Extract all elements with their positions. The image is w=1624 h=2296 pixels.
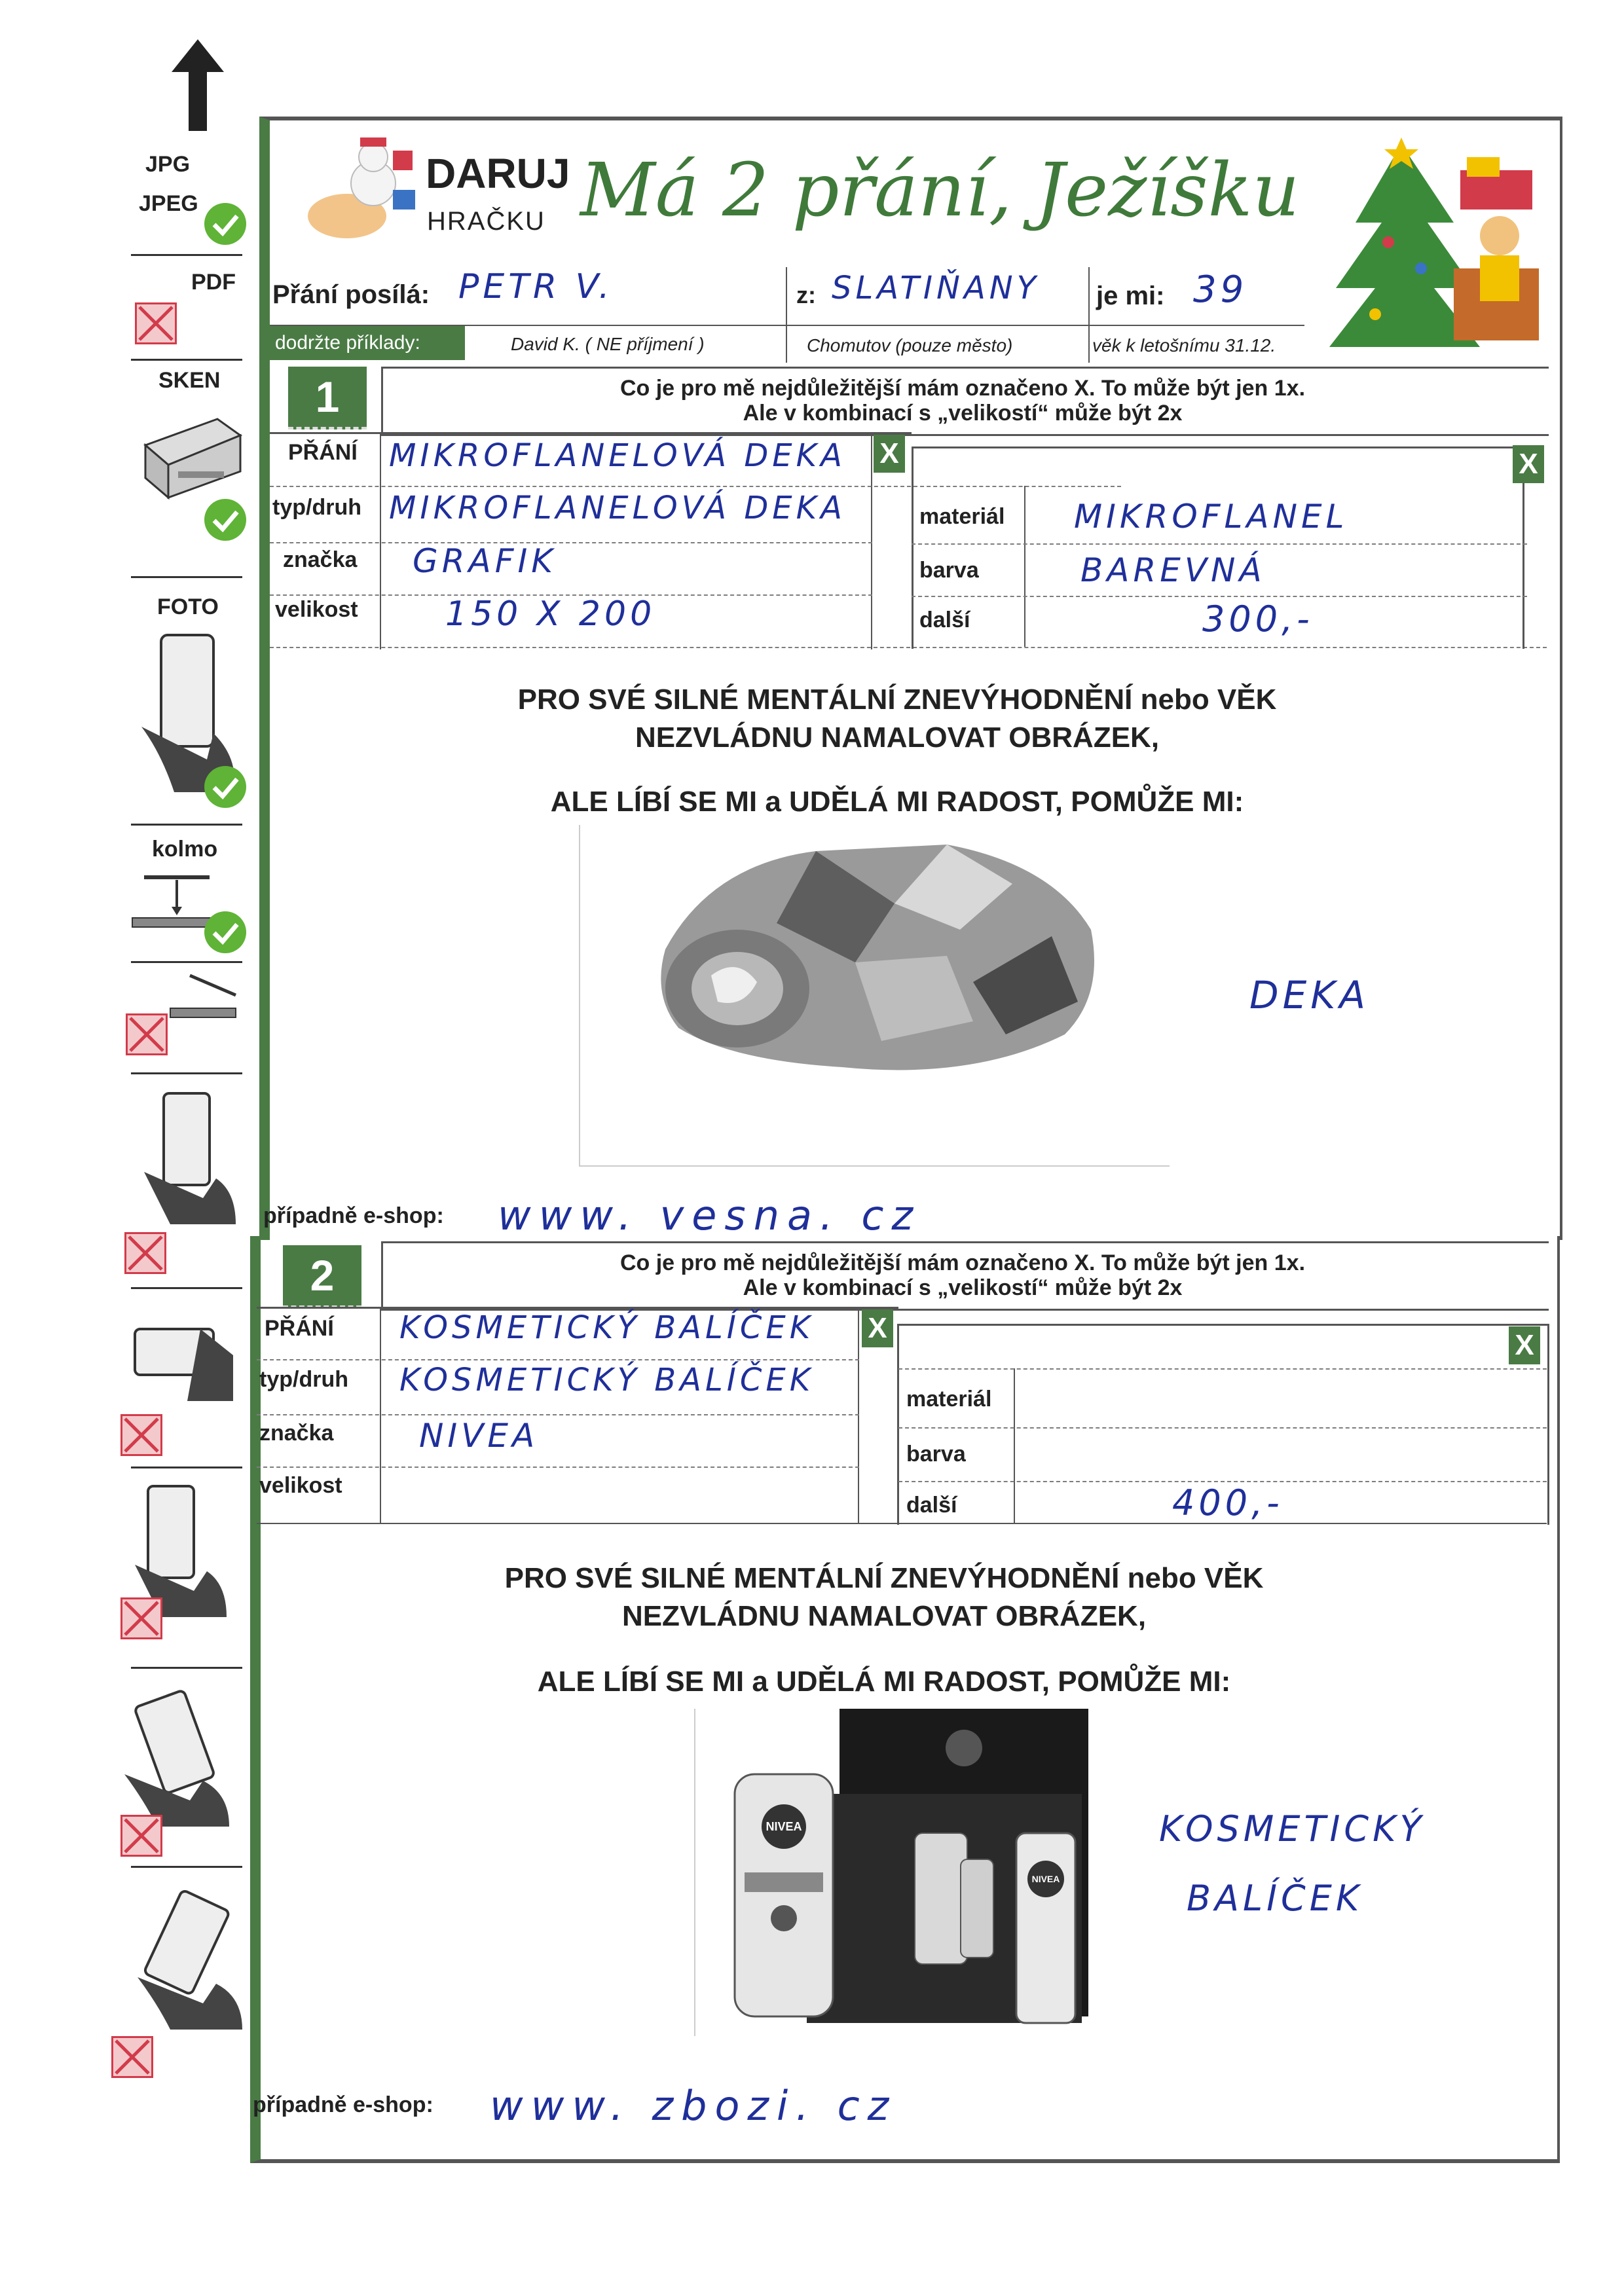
phone-landscape-icon xyxy=(128,1316,240,1408)
phone-tilted-icon xyxy=(131,1886,242,2030)
brand-top: DARUJ xyxy=(426,150,570,197)
typ-label: typ/druh xyxy=(259,1367,348,1392)
cross-icon xyxy=(120,1815,162,1857)
age-value: 39 xyxy=(1193,268,1248,311)
brand-text: NIVEA xyxy=(1031,1874,1060,1884)
statement: PRO SVÉ SILNÉ MENTÁLNÍ ZNEVÝHODNĚNÍ nebo VĚK NEZVLÁDNU NAMALOVAT OBRÁZEK, xyxy=(504,1562,1264,1632)
example-name: David K. ( NE příjmení ) xyxy=(511,334,705,354)
christmas-tree-illustration xyxy=(1303,137,1545,354)
scanner-icon xyxy=(139,406,244,504)
statement-help: ALE LÍBÍ SE MI a UDĚLÁ MI RADOST, POMŮŽE MI: xyxy=(550,786,1244,818)
importance-note: Co je pro mě nejdůležitější mám označeno X. To může být jen 1x. Ale v kombinací s „velikostí“ může být 2x xyxy=(619,1250,1306,1300)
statement: PRO SVÉ SILNÉ MENTÁLNÍ ZNEVÝHODNĚNÍ nebo VĚK NEZVLÁDNU NAMALOVAT OBRÁZEK, xyxy=(517,683,1277,754)
phone-photo-icon xyxy=(138,1087,242,1231)
product-picture xyxy=(579,825,1170,1167)
example-city: Chomutov (pouze město) xyxy=(807,335,1013,355)
eshop-label: případně e-shop: xyxy=(263,1203,444,1228)
up-arrow-icon xyxy=(172,39,224,131)
picture-caption: DEKA xyxy=(1249,973,1370,1017)
typ-label: typ/druh xyxy=(272,495,361,520)
format-foto-label: FOTO xyxy=(157,594,219,619)
material-label: materiál xyxy=(906,1387,992,1412)
prani-label: PŘÁNÍ xyxy=(288,440,358,465)
prani-value: KOSMETICKÝ BALÍČEK xyxy=(399,1309,815,1346)
examples-label: dodržte příklady: xyxy=(270,326,465,360)
typ-value: KOSMETICKÝ BALÍČEK xyxy=(399,1362,815,1398)
cross-icon xyxy=(111,2036,153,2078)
format-jpeg-label: JPEG xyxy=(139,191,198,216)
velikost-label: velikost xyxy=(275,597,358,622)
eshop-value: www. zbozi. cz xyxy=(490,2082,897,2130)
sender-label: Přání posílá: xyxy=(272,280,430,309)
format-sken-label: SKEN xyxy=(158,368,221,393)
check-icon xyxy=(204,911,246,953)
dalsi-label: další xyxy=(919,608,970,632)
znacka-value: GRAFIK xyxy=(413,542,557,580)
cross-icon xyxy=(120,1414,162,1456)
cross-icon xyxy=(126,1013,168,1055)
barva-value: BAREVNÁ xyxy=(1080,551,1266,589)
velikost-label: velikost xyxy=(259,1473,342,1498)
sender-value: PETR V. xyxy=(458,267,614,306)
importance-note: Co je pro mě nejdůležitější mám označeno X. To může být jen 1x. Ale v kombinací s „velikostí“ může být 2x xyxy=(619,376,1306,426)
dalsi-label: další xyxy=(906,1493,957,1518)
eshop-value: www. vesna. cz xyxy=(498,1192,921,1239)
barva-label: barva xyxy=(906,1442,966,1467)
picture-caption: BALÍČEK xyxy=(1187,1878,1363,1919)
prani-label: PŘÁNÍ xyxy=(265,1316,334,1341)
check-icon xyxy=(204,203,246,245)
znacka-label: značka xyxy=(283,547,358,572)
typ-value: MIKROFLANELOVÁ DEKA xyxy=(389,490,846,526)
priority-x-mark: X xyxy=(1509,1326,1540,1364)
eshop-label: případně e-shop: xyxy=(253,2092,434,2117)
page-title: Má 2 přání, Ježíšku xyxy=(580,148,1300,233)
check-icon xyxy=(204,766,246,808)
barva-label: barva xyxy=(919,558,979,583)
prani-value: MIKROFLANELOVÁ DEKA xyxy=(389,437,846,474)
cross-icon xyxy=(120,1597,162,1639)
statement-help: ALE LÍBÍ SE MI a UDĚLÁ MI RADOST, POMŮŽE MI: xyxy=(537,1666,1231,1698)
material-label: materiál xyxy=(919,504,1005,529)
phone-tilted-icon xyxy=(118,1683,236,1833)
znacka-value: NIVEA xyxy=(419,1417,539,1455)
priority-x-mark: X xyxy=(1513,445,1544,483)
example-age: věk k letošnímu 31.12. xyxy=(1092,335,1276,355)
format-pdf-label: PDF xyxy=(191,270,236,295)
material-value: MIKROFLANEL xyxy=(1074,498,1348,536)
angled-shot-icon xyxy=(164,969,242,1021)
priority-x-mark: X xyxy=(862,1309,893,1347)
priority-x-mark: X xyxy=(874,435,905,473)
from-label: z: xyxy=(796,282,816,308)
rolled-blanket-illustration xyxy=(580,825,1170,1165)
cross-icon xyxy=(135,302,177,344)
wish-number: 1 xyxy=(288,367,367,429)
dalsi-value: 300,- xyxy=(1202,598,1314,640)
picture-caption: KOSMETICKÝ xyxy=(1159,1808,1426,1850)
brand-text: NIVEA xyxy=(766,1820,802,1833)
cosmetic-gift-set-illustration xyxy=(695,1709,1115,2036)
brand-bottom: HRAČKU xyxy=(427,207,545,236)
kolmo-label: kolmo xyxy=(152,837,218,862)
age-label: je mi: xyxy=(1096,282,1165,310)
format-jpg-label: JPG xyxy=(145,152,191,177)
znacka-label: značka xyxy=(259,1421,334,1446)
dalsi-value: 400,- xyxy=(1172,1482,1283,1523)
cross-icon xyxy=(124,1232,166,1274)
snowman-gift-logo xyxy=(301,137,426,249)
velikost-value: 150 X 200 xyxy=(445,594,656,634)
check-icon xyxy=(204,499,246,541)
from-value: SLATIŇANY xyxy=(832,270,1040,306)
product-picture xyxy=(694,1709,1115,2036)
wish-number: 2 xyxy=(283,1245,361,1308)
